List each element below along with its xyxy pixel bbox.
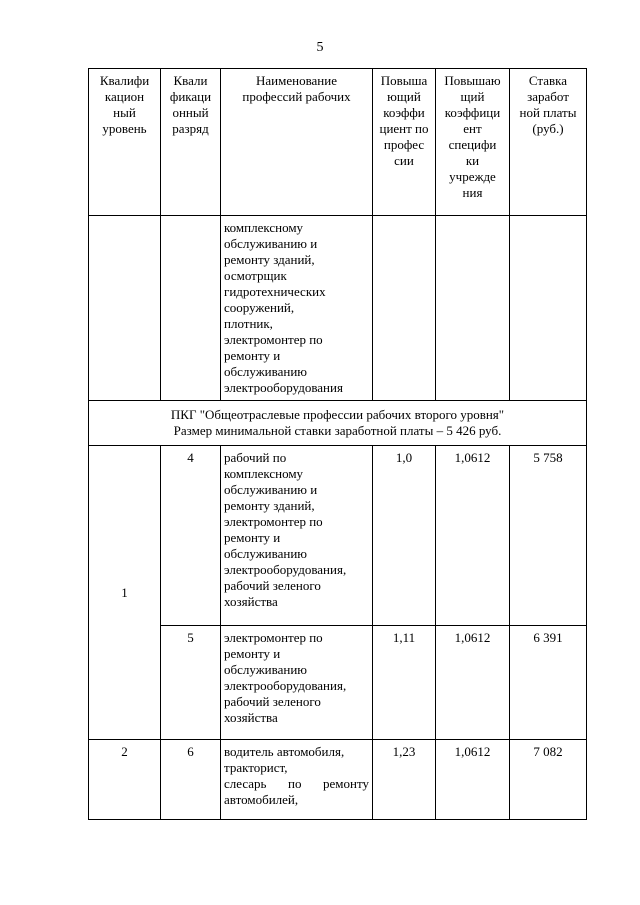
cell-grade: 4 <box>161 446 221 626</box>
wage-table <box>88 68 587 820</box>
group-min-wage: Размер минимальной ставки заработной платы – 5 426 руб. <box>173 423 502 438</box>
header-profession-name: Наименование профессий рабочих <box>221 69 373 216</box>
header-wage-rate: Ставка заработ ной платы (руб.) <box>510 69 587 216</box>
table-row <box>89 446 587 626</box>
table-row <box>89 626 587 740</box>
cell-profession-coefficient <box>373 216 436 401</box>
cell-institution-coefficient: 1,0612 <box>436 446 510 626</box>
profession-line: автомобилей, <box>224 792 299 807</box>
cell-grade: 5 <box>161 626 221 740</box>
cell-institution-coefficient: 1,0612 <box>436 740 510 820</box>
header-profession-coefficient: Повыша ющий коэффи циент по профес сии <box>373 69 436 216</box>
cell-profession-name <box>221 740 373 820</box>
header-qualification-grade: Квали фикаци онный разряд <box>161 69 221 216</box>
cell-profession-coefficient: 1,11 <box>373 626 436 740</box>
profession-line: слесарь по ремонту <box>224 776 369 791</box>
cell-level <box>89 216 161 401</box>
cell-institution-coefficient <box>436 216 510 401</box>
profession-line: тракторист, <box>224 760 288 775</box>
cell-wage-rate: 7 082 <box>510 740 587 820</box>
group-title: ПКГ "Общеотраслевые профессии рабочих второго уровня" <box>170 407 505 422</box>
header-institution-coefficient: Повышаю щий коэффици ент специфи ки учрежде ния <box>436 69 510 216</box>
cell-profession-coefficient: 1,0 <box>373 446 436 626</box>
cell-institution-coefficient: 1,0612 <box>436 626 510 740</box>
page-number: 5 <box>316 40 324 55</box>
table-row <box>89 740 587 820</box>
cell-level: 2 <box>89 740 161 820</box>
cell-profession-name: рабочий по комплексному обслуживанию и ремонту зданий, электромонтер по ремонту и обслуживанию электрооборудования, рабочий зеленого хозяйства <box>221 446 373 626</box>
group-header <box>89 401 587 446</box>
cell-wage-rate: 6 391 <box>510 626 587 740</box>
header-qualification-level: Квалифи кацион ный уровень <box>89 69 161 216</box>
table-row <box>89 216 587 401</box>
cell-wage-rate: 5 758 <box>510 446 587 626</box>
profession-line: водитель автомобиля, <box>224 744 345 759</box>
cell-profession-coefficient: 1,23 <box>373 740 436 820</box>
table-header-row <box>89 69 587 216</box>
cell-profession-name: комплексному обслуживанию и ремонту зданий, осмотрщик гидротехнических сооружений, плотник, электромонтер по ремонту и обслуживанию электрооборудования <box>221 216 373 401</box>
cell-level: 1 <box>89 446 161 740</box>
cell-grade: 6 <box>161 740 221 820</box>
group-header-row <box>89 401 587 446</box>
cell-wage-rate <box>510 216 587 401</box>
cell-grade <box>161 216 221 401</box>
cell-profession-name: электромонтер по ремонту и обслуживанию электрооборудования, рабочий зеленого хозяйства <box>221 626 373 740</box>
